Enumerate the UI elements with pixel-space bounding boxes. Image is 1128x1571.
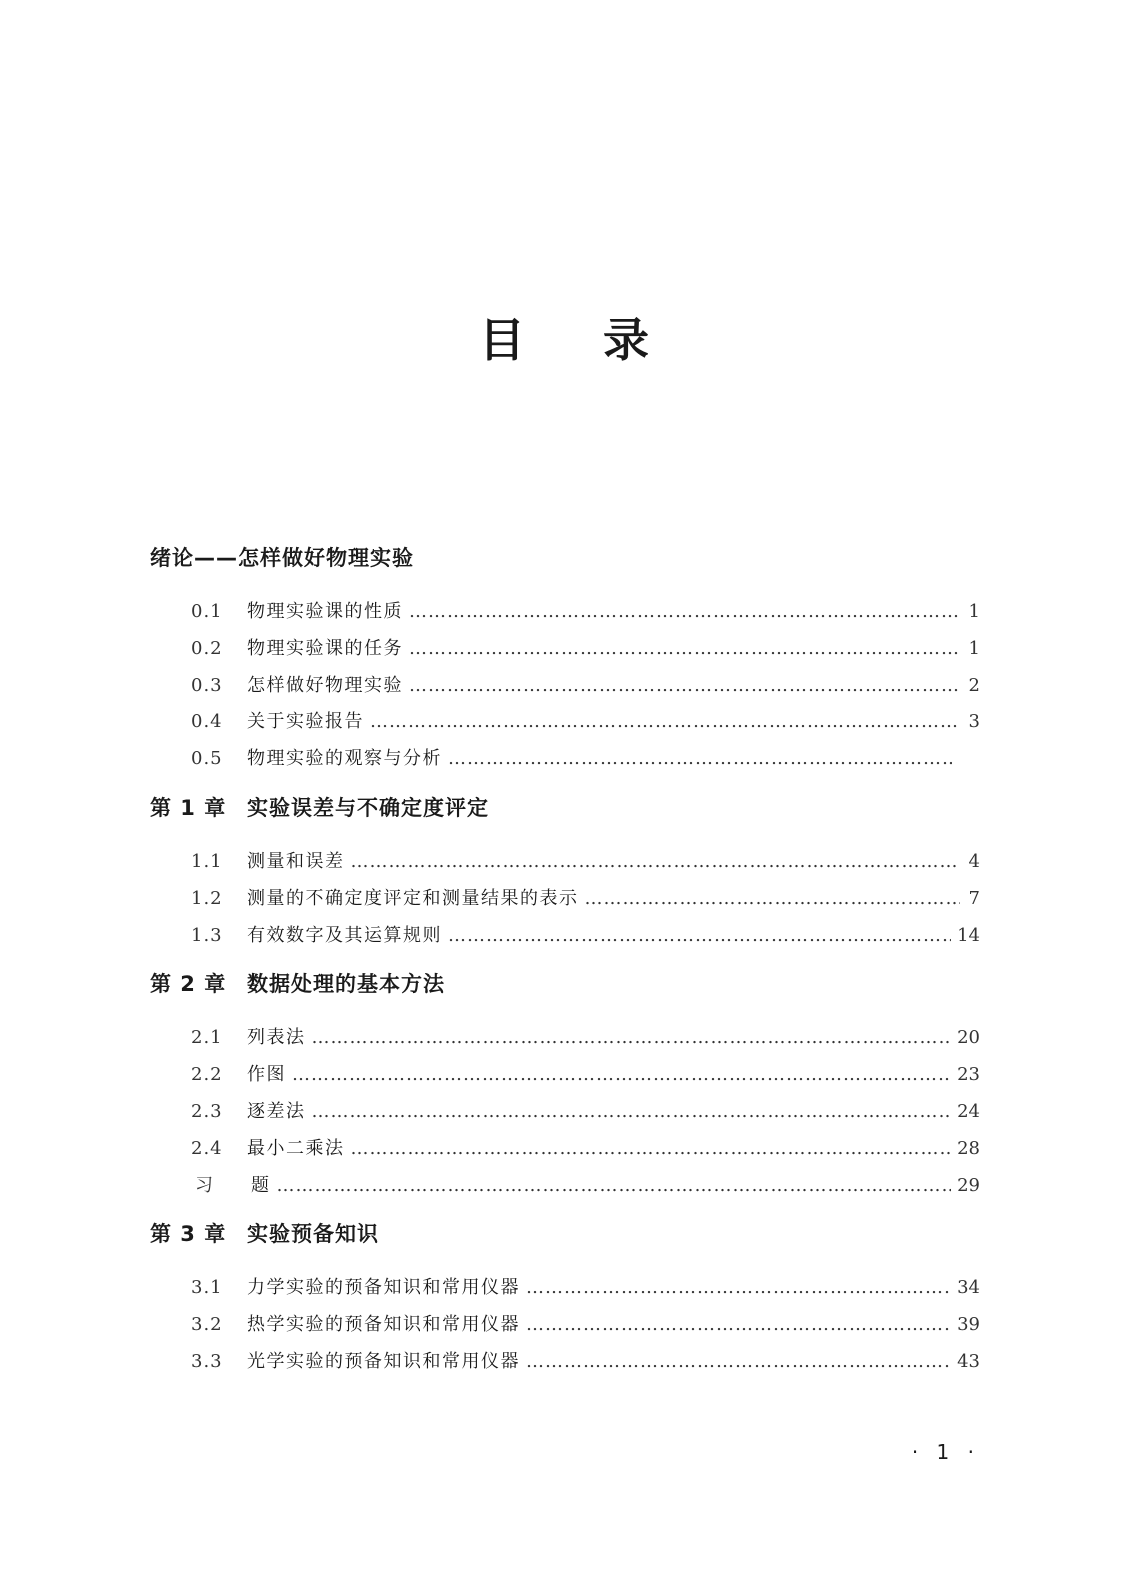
toc-entry[interactable] xyxy=(150,631,980,668)
chapter-title: 绪论——怎样做好物理实验 xyxy=(150,546,414,570)
entry-number: 0.4 xyxy=(191,711,223,733)
toc-entry[interactable] xyxy=(150,881,980,918)
toc-entry[interactable] xyxy=(150,704,980,741)
dot-leader xyxy=(409,668,960,705)
entry-number: 0.5 xyxy=(191,748,223,770)
dot-leader xyxy=(409,594,960,631)
entry-page-number: 24 xyxy=(957,1100,980,1122)
toc-entry[interactable] xyxy=(150,1307,980,1344)
dot-leader xyxy=(409,631,960,668)
entry-title: 怎样做好物理实验 xyxy=(247,674,403,696)
page-title-char-1: 目 xyxy=(479,313,525,367)
entry-page-number: 43 xyxy=(957,1350,980,1372)
entry-title: 测量和误差 xyxy=(247,850,345,872)
toc-entry[interactable] xyxy=(150,1094,980,1131)
entry-page-number: 39 xyxy=(957,1314,980,1336)
chapter-number: 第 3 章 xyxy=(150,1222,227,1247)
entry-title: 物理实验课的性质 xyxy=(247,601,403,622)
entry-page-number: 34 xyxy=(957,1277,980,1299)
page-title-char-2: 录 xyxy=(603,313,649,367)
entry-page-number: 29 xyxy=(957,1174,980,1196)
dot-leader xyxy=(351,844,961,881)
dot-leader xyxy=(351,1131,952,1168)
dot-leader xyxy=(526,1270,951,1307)
entry-title: 测量的不确定度评定和测量结果的表示 xyxy=(247,887,579,909)
dot-leader xyxy=(585,881,961,918)
toc-entry[interactable] xyxy=(150,594,980,631)
entry-number: 1.1 xyxy=(191,850,223,872)
entry-page-number: 20 xyxy=(957,1027,980,1049)
entry-number: 习 xyxy=(195,1174,214,1196)
entry-page-number: 1 xyxy=(968,601,980,622)
entry-page-number: 1 xyxy=(968,637,980,659)
chapter-number: 第 2 章 xyxy=(150,972,227,997)
toc-chapter xyxy=(150,536,980,786)
dot-leader xyxy=(277,1168,952,1205)
toc-chapter xyxy=(150,962,980,1212)
entry-title: 关于实验报告 xyxy=(247,711,364,733)
entry-page-number: 14 xyxy=(957,924,980,946)
chapter-title: 实验预备知识 xyxy=(247,1222,379,1247)
entry-number: 2.3 xyxy=(191,1100,223,1122)
entry-number: 1.2 xyxy=(191,887,223,909)
chapter-number: 第 1 章 xyxy=(150,795,227,820)
entry-page-number: 3 xyxy=(968,711,980,733)
toc-chapter xyxy=(150,1212,980,1388)
toc-entry[interactable] xyxy=(150,1344,980,1381)
toc-entry[interactable] xyxy=(150,668,980,705)
chapter-heading[interactable] xyxy=(150,536,980,580)
entry-number: 3.2 xyxy=(191,1314,223,1336)
entry-number: 1.3 xyxy=(191,924,223,946)
entry-title: 力学实验的预备知识和常用仪器 xyxy=(247,1277,520,1299)
entry-page-number: 23 xyxy=(957,1064,980,1086)
entry-page-number: 7 xyxy=(968,887,980,909)
page-number: · 1 · xyxy=(911,1440,980,1464)
page-title xyxy=(0,310,1128,370)
toc-entry[interactable] xyxy=(150,1270,980,1307)
toc-entry[interactable] xyxy=(150,844,980,881)
toc-entry[interactable] xyxy=(150,1057,980,1094)
entry-number: 2.2 xyxy=(191,1064,223,1086)
entry-number: 0.2 xyxy=(191,637,223,659)
entry-title: 题 xyxy=(251,1174,271,1196)
toc-entry[interactable] xyxy=(150,1131,980,1168)
dot-leader xyxy=(526,1307,951,1344)
dot-leader xyxy=(370,704,960,741)
toc-entry[interactable] xyxy=(150,1168,980,1205)
toc-entry[interactable] xyxy=(150,1020,980,1057)
chapter-heading[interactable] xyxy=(150,962,980,1006)
entry-title: 逐差法 xyxy=(247,1100,306,1122)
entry-number: 2.1 xyxy=(191,1027,223,1049)
chapter-title: 实验误差与不确定度评定 xyxy=(247,795,489,820)
entry-number: 3.3 xyxy=(191,1350,223,1372)
chapter-title: 数据处理的基本方法 xyxy=(247,972,445,997)
dot-leader xyxy=(448,918,951,955)
toc-chapter xyxy=(150,786,980,962)
dot-leader xyxy=(312,1094,952,1131)
dot-leader xyxy=(526,1344,951,1381)
entry-page-number: 28 xyxy=(957,1137,980,1159)
entry-number: 2.4 xyxy=(191,1137,223,1159)
entry-title: 物理实验课的任务 xyxy=(247,637,403,659)
entry-page-number: 4 xyxy=(968,850,980,872)
toc-entry[interactable] xyxy=(150,918,980,955)
table-of-contents xyxy=(150,536,980,1389)
dot-leader xyxy=(292,1057,951,1094)
chapter-heading[interactable] xyxy=(150,1212,980,1256)
entry-number: 0.1 xyxy=(191,601,223,622)
dot-leader xyxy=(312,1020,952,1057)
entry-title: 光学实验的预备知识和常用仪器 xyxy=(247,1350,520,1372)
toc-entry[interactable] xyxy=(150,741,980,778)
entry-number: 3.1 xyxy=(191,1277,223,1299)
entry-title: 作图 xyxy=(247,1064,286,1086)
entry-page-number: 2 xyxy=(968,674,980,696)
entry-title: 有效数字及其运算规则 xyxy=(247,924,442,946)
entry-title: 热学实验的预备知识和常用仪器 xyxy=(247,1314,520,1336)
entry-title: 最小二乘法 xyxy=(247,1137,345,1159)
dot-leader xyxy=(448,741,952,778)
entry-title: 物理实验的观察与分析 xyxy=(247,748,442,770)
entry-title: 列表法 xyxy=(247,1027,306,1049)
entry-number: 0.3 xyxy=(191,674,223,696)
chapter-heading[interactable] xyxy=(150,786,980,830)
